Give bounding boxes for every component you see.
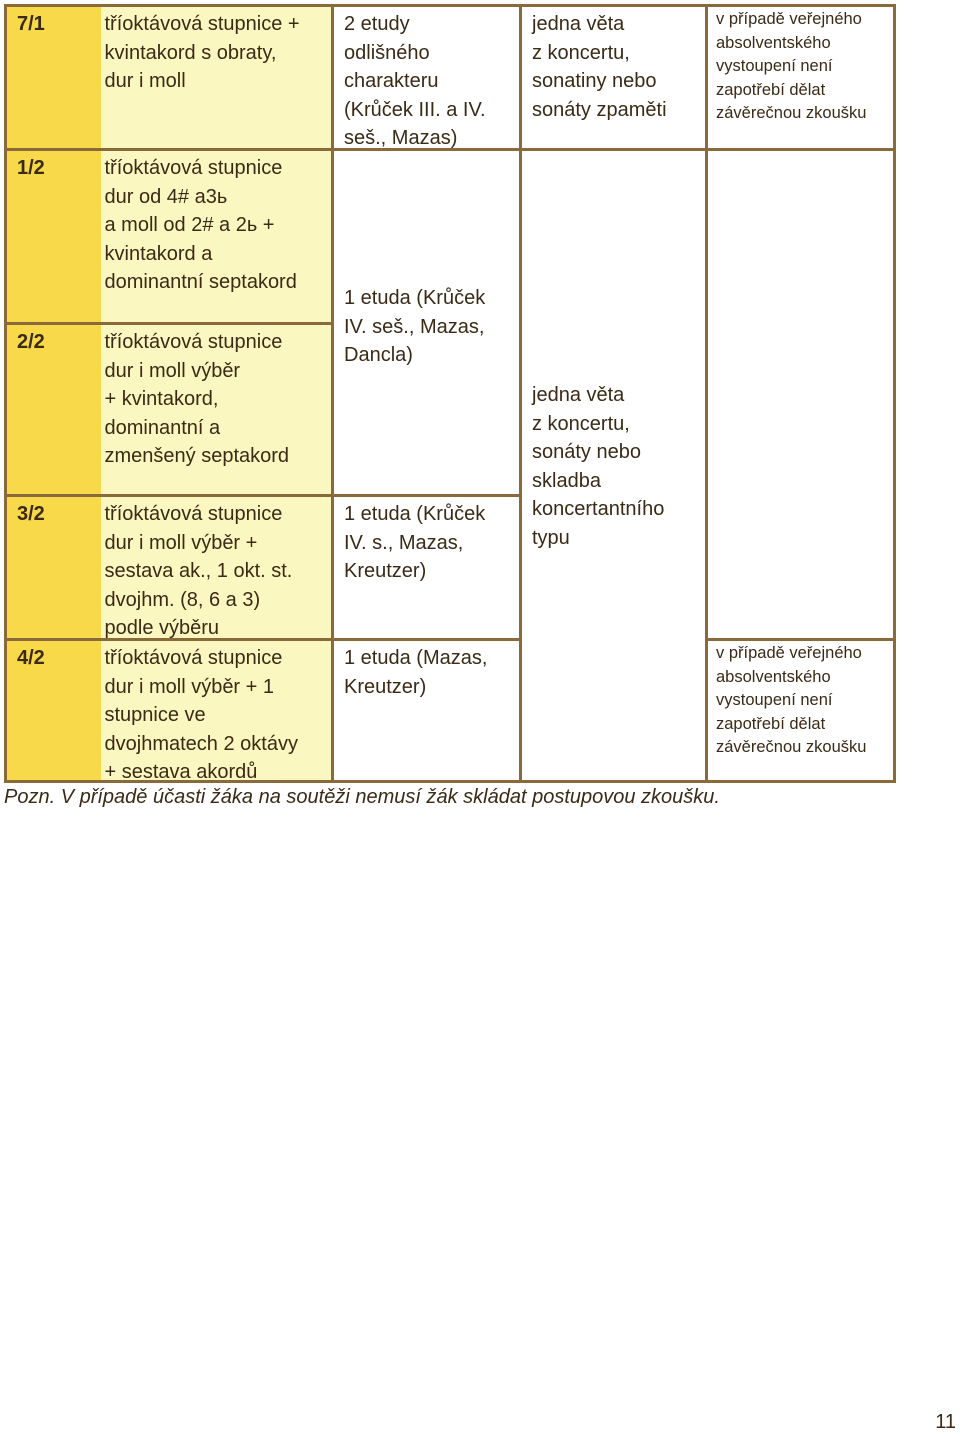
scales-cell: [101, 324, 333, 496]
year-label: 3/2: [17, 503, 45, 525]
note-cell: [707, 150, 895, 640]
pieces-cell: [521, 6, 707, 150]
table-row: [6, 150, 895, 324]
scales-cell: [101, 640, 333, 782]
scales-cell: [101, 150, 333, 324]
scales-text: tříoktávová stupnice dur i moll výběr + 1 stupnice ve dvojhmatech 2 oktávy + sestava akordů: [104, 647, 298, 783]
etudes-text: 1 etuda (Krůček IV. s., Mazas, Kreutzer): [344, 503, 486, 582]
pieces-text: jedna věta z koncertu, sonatiny nebo sonáty zpaměti: [532, 13, 667, 121]
table-row: [6, 640, 895, 782]
year-cell: [6, 6, 101, 150]
year-label: 7/1: [17, 13, 45, 35]
etudes-text: 1 etuda (Mazas, Kreutzer): [344, 647, 488, 698]
pieces-text: jedna věta z koncertu, sonáty nebo skladba koncertantního typu: [532, 384, 665, 549]
year-cell: [6, 150, 101, 324]
etudes-cell: [333, 496, 521, 640]
table-row: [6, 6, 895, 150]
etudes-cell: [333, 150, 521, 496]
scales-text: tříoktávová stupnice dur i moll výběr + kvintakord, dominantní a zmenšený septakord: [104, 331, 290, 467]
scales-text: tříoktávová stupnice dur i moll výběr + sestava ak., 1 okt. st. dvojhm. (8, 6 a 3) podle výběru: [104, 503, 293, 639]
etudes-cell: [333, 6, 521, 150]
scales-cell: [101, 496, 333, 640]
year-cell: [6, 640, 101, 782]
year-label: 2/2: [17, 331, 45, 353]
scales-text: tříoktávová stupnice + kvintakord s obraty, dur i moll: [104, 13, 300, 92]
grade-requirements-table: [4, 4, 896, 783]
pieces-cell: [521, 150, 707, 782]
note-text: v případě veřejného absolventského vystoupení není zapotřebí dělat závěrečnou zkoušku: [716, 644, 867, 757]
scales-cell: [101, 6, 333, 150]
scales-text: tříoktávová stupnice dur od 4# a3ь a moll od 2# a 2ь + kvintakord a dominantní septakord: [104, 157, 297, 293]
year-cell: [6, 324, 101, 496]
etudes-text: 2 etudy odlišného charakteru (Krůček III. a IV. seš., Mazas): [344, 13, 486, 149]
etudes-text: 1 etuda (Krůček IV. seš., Mazas, Dancla): [344, 287, 486, 366]
page-number: 11: [935, 1411, 956, 1433]
year-label: 4/2: [17, 647, 45, 669]
year-label: 1/2: [17, 157, 45, 179]
note-text: v případě veřejného absolventského vystoupení není zapotřebí dělat závěrečnou zkoušku: [716, 10, 867, 123]
etudes-cell: [333, 640, 521, 782]
footnote: Pozn. V případě účasti žáka na soutěži nemusí žák skládat postupovou zkoušku.: [4, 786, 720, 808]
note-cell: [707, 6, 895, 150]
note-cell: [707, 640, 895, 782]
year-cell: [6, 496, 101, 640]
